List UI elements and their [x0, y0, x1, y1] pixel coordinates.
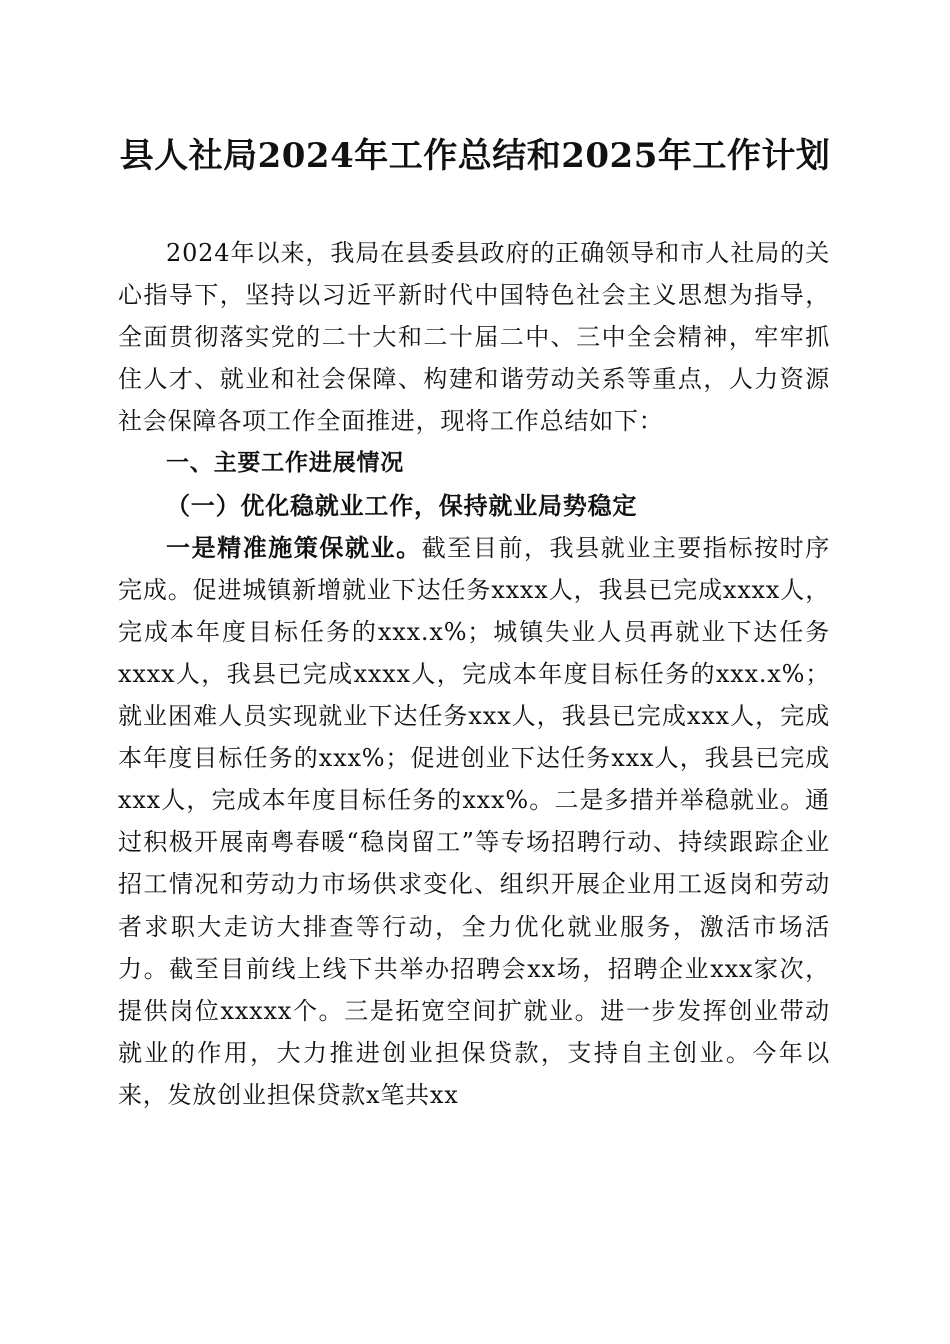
section-heading: 一、主要工作进展情况: [166, 450, 404, 477]
document-title: 县人社局2024年工作总结和2025年工作计划: [119, 136, 831, 176]
employment-paragraph: [118, 527, 830, 1116]
document-body: [118, 232, 830, 1116]
subsection-heading: （一）优化稳就业工作，保持就业局势稳定: [166, 490, 638, 520]
paragraph-body: 截至目前，我县就业主要指标按时序完成。促进城镇新增就业下达任务xxxx人，我县已完成xxxx人，完成本年度目标任务的xxx.x%；城镇失业人员再就业下达任务xxxx人，我县已完成xxxx人，完成本年度目标任务的xxx.x%；就业困难人员实现就业下达任务xxx人，我县已完成xxx人，完成本年度目标任务的xxx%；促进创业下达任务xxx人，我县已完成xxx人，完成本年度目标任务的xxx%。二是多措并举稳就业。通过积极开展南粤春暖“稳岗留工”等专场招聘行动、持续跟踪企业招工情况和劳动力市场供求变化、组织开展企业用工返岗和劳动者求职大走访大排查等行动，全力优化就业服务，激活市场活力。截至目前线上线下共举办招聘会xx场，招聘企业xxx家次，提供岗位xxxxx个。三是拓宽空间扩就业。进一步发挥创业带动就业的作用，大力推进创业担保贷款，支持自主创业。今年以来，发放创业担保贷款x笔共xx: [118, 533, 830, 1109]
paragraph-lead: 一是精准施策保就业。: [166, 532, 422, 562]
intro-paragraph: 2024年以来，我局在县委县政府的正确领导和市人社局的关心指导下，坚持以习近平新时代中国特色社会主义思想为指导，全面贯彻落实党的二十大和二十届二中、三中全会精神，牢牢抓住人才、就业和社会保障、构建和谐劳动关系等重点，人力资源社会保障各项工作全面推进，现将工作总结如下：: [118, 239, 830, 436]
